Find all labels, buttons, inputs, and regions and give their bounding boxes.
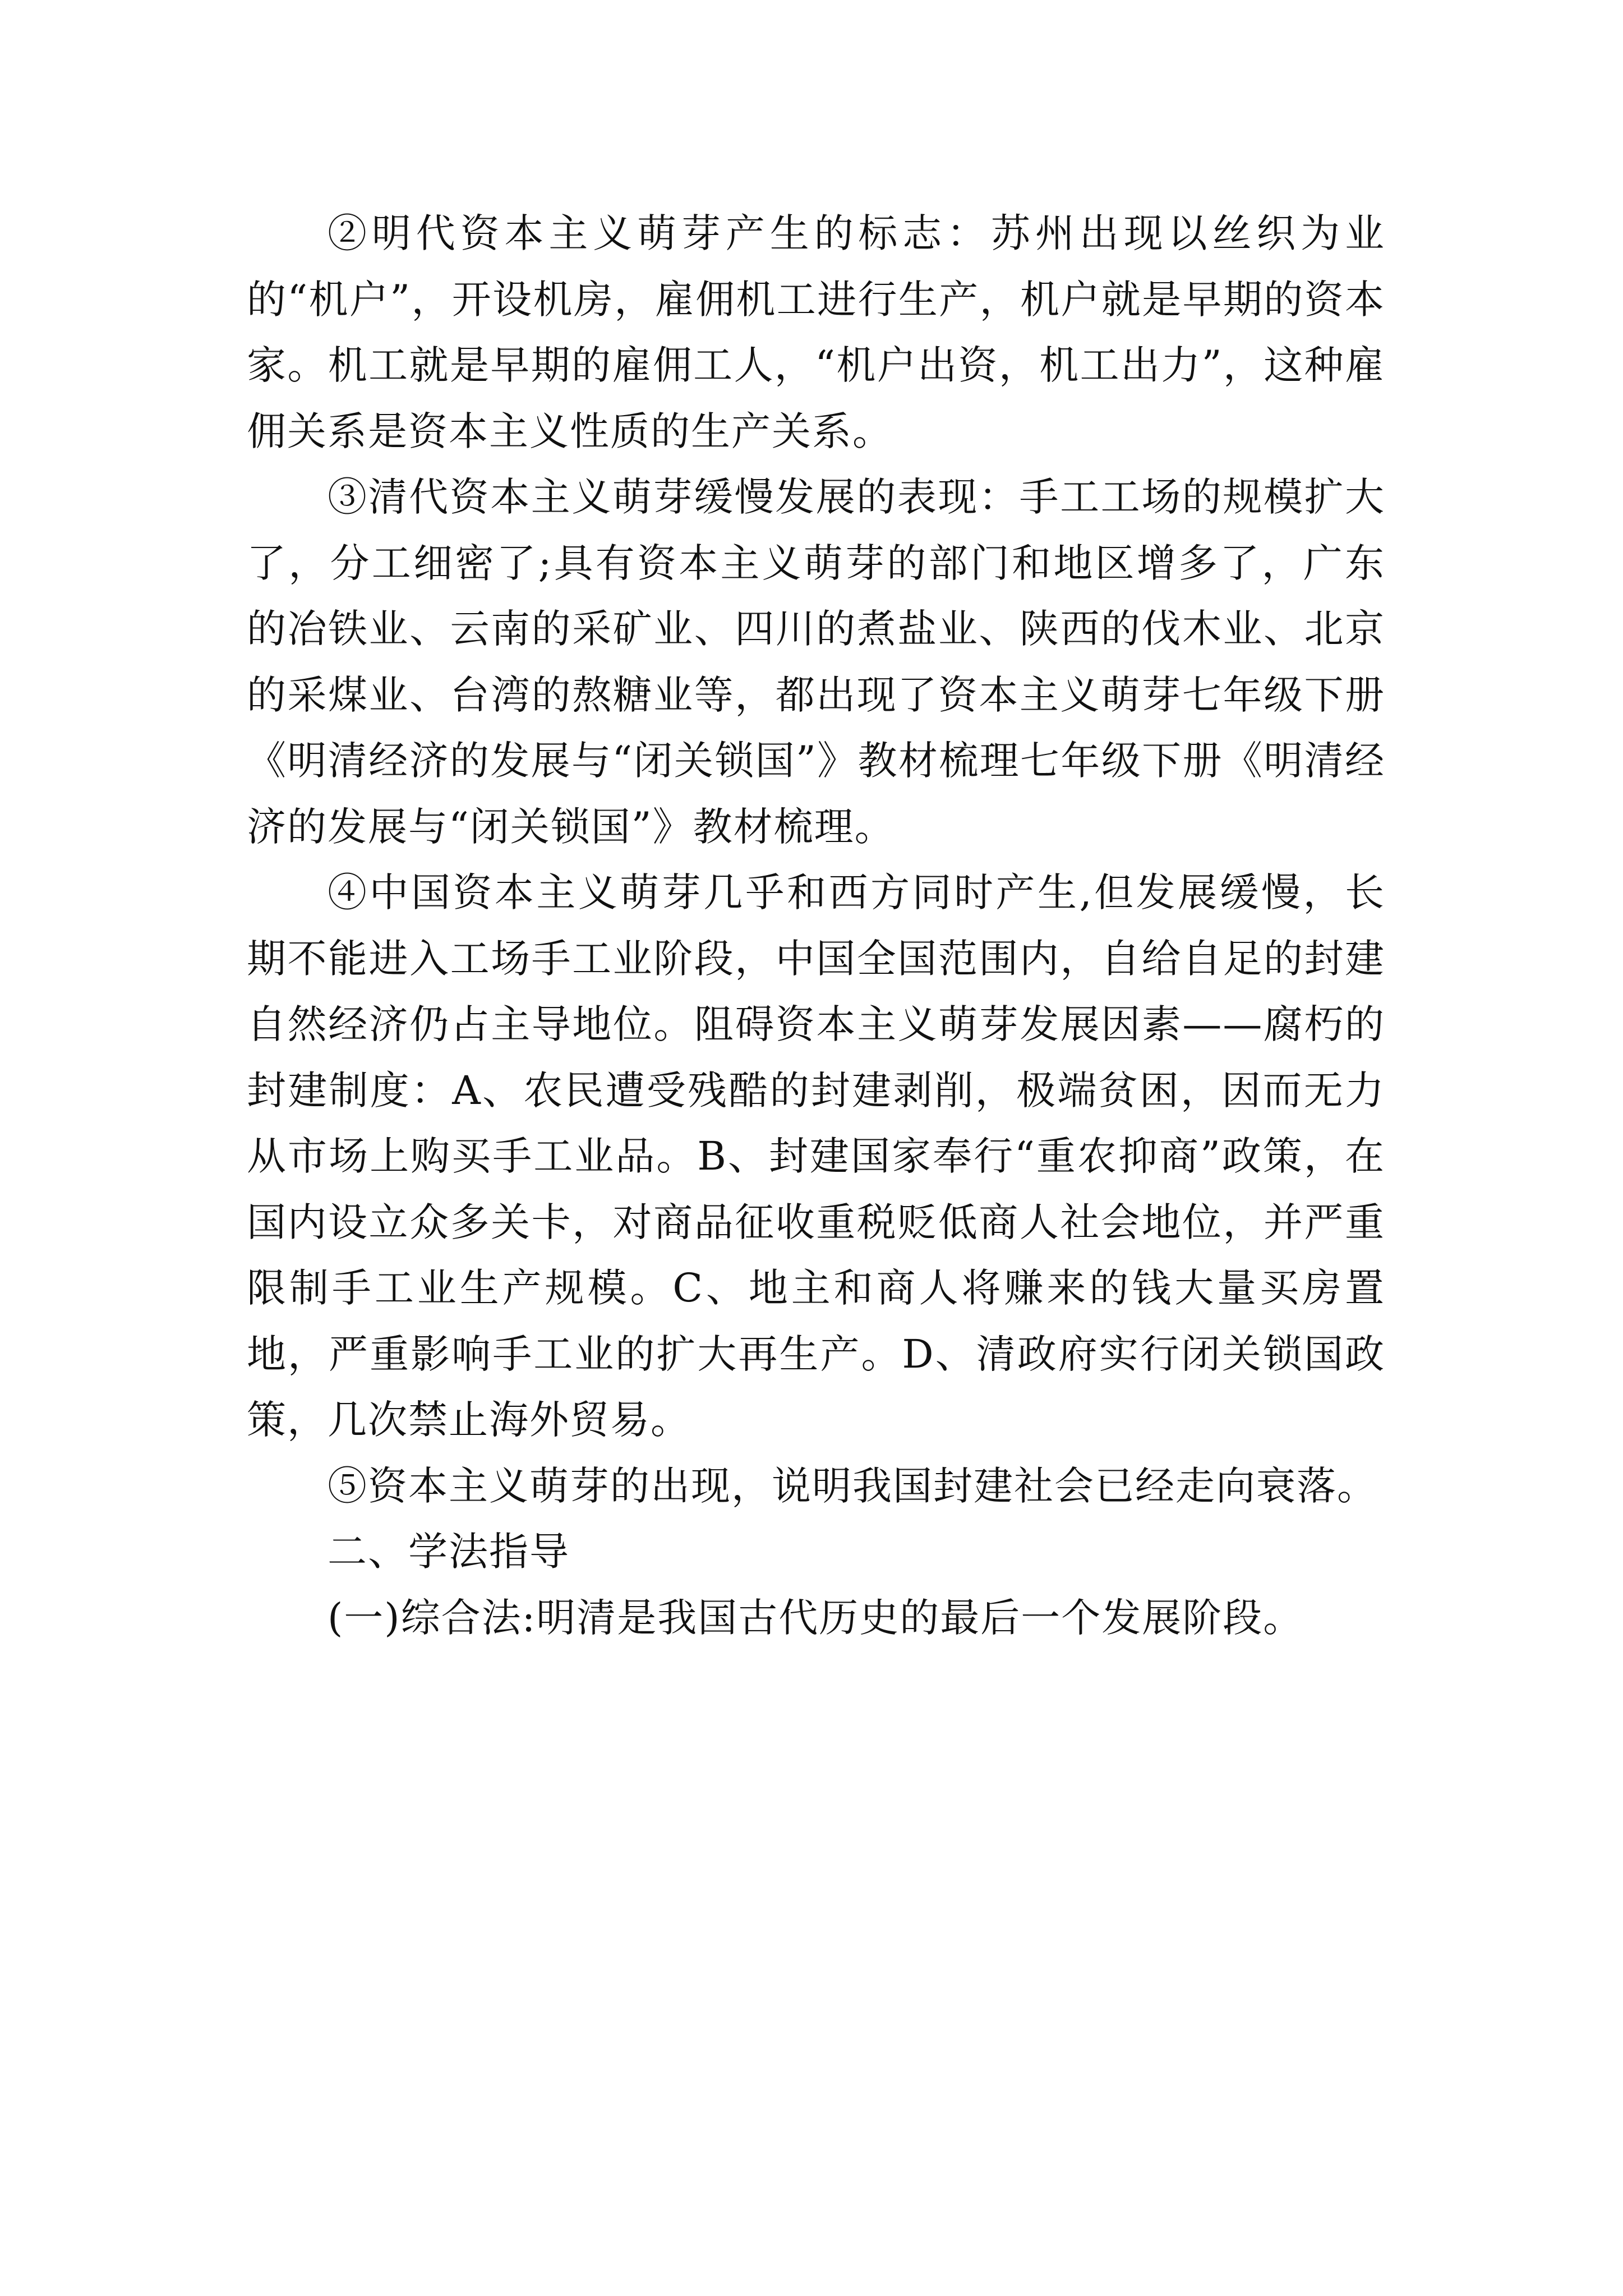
section-heading-study-guidance: 二、学法指导 — [328, 1529, 570, 1575]
paragraph-comprehensive-method: (一)综合法:明清是我国古代历史的最后一个发展阶段。 — [328, 1594, 1304, 1641]
document-body — [247, 201, 1385, 1651]
paragraph-ming-capitalism-origin: ②明代资本主义萌芽产生的标志：苏州出现以丝织为业的“机户”，开设机房，雇佣机工进行生产，机户就是早期的资本家。机工就是早期的雇佣工人，“机户出资，机工出力”，这种雇佣关系是资本主义性质的生产关系。 — [247, 210, 1385, 454]
paragraph-qing-capitalism-development: ③清代资本主义萌芽缓慢发展的表现：手工工场的规模扩大了，分工细密了;具有资本主义萌芽的部门和地区增多了，广东的冶铁业、云南的采矿业、四川的煮盐业、陕西的伐木业、北京的采煤业、台湾的熬糖业等，都出现了资本主义萌芽七年级下册《明清经济的发展与“闭关锁国”》教材梳理七年级下册《明清经济的发展与“闭关锁国”》教材梳理。 — [247, 474, 1385, 850]
paragraph-feudal-decline: ⑤资本主义萌芽的出现，说明我国封建社会已经走向衰落。 — [328, 1462, 1377, 1509]
paragraph-slow-development-factors: ④中国资本主义萌芽几乎和西方同时产生,但发展缓慢，长期不能进入工场手工业阶段，中国全国范围内，自给自足的封建自然经济仍占主导地位。阻碍资本主义萌芽发展因素——腐朽的封建制度：A、农民遭受残酷的封建剥削，极端贫困，因而无力从市场上购买手工业品。B、封建国家奉行“重农抑商”政策，在国内设立众多关卡，对商品征收重税贬低商人社会地位，并严重限制手工业生产规模。C、地主和商人将赚来的钱大量买房置地，严重影响手工业的扩大再生产。D、清政府实行闭关锁国政策，几次禁止海外贸易。 — [247, 869, 1385, 1443]
